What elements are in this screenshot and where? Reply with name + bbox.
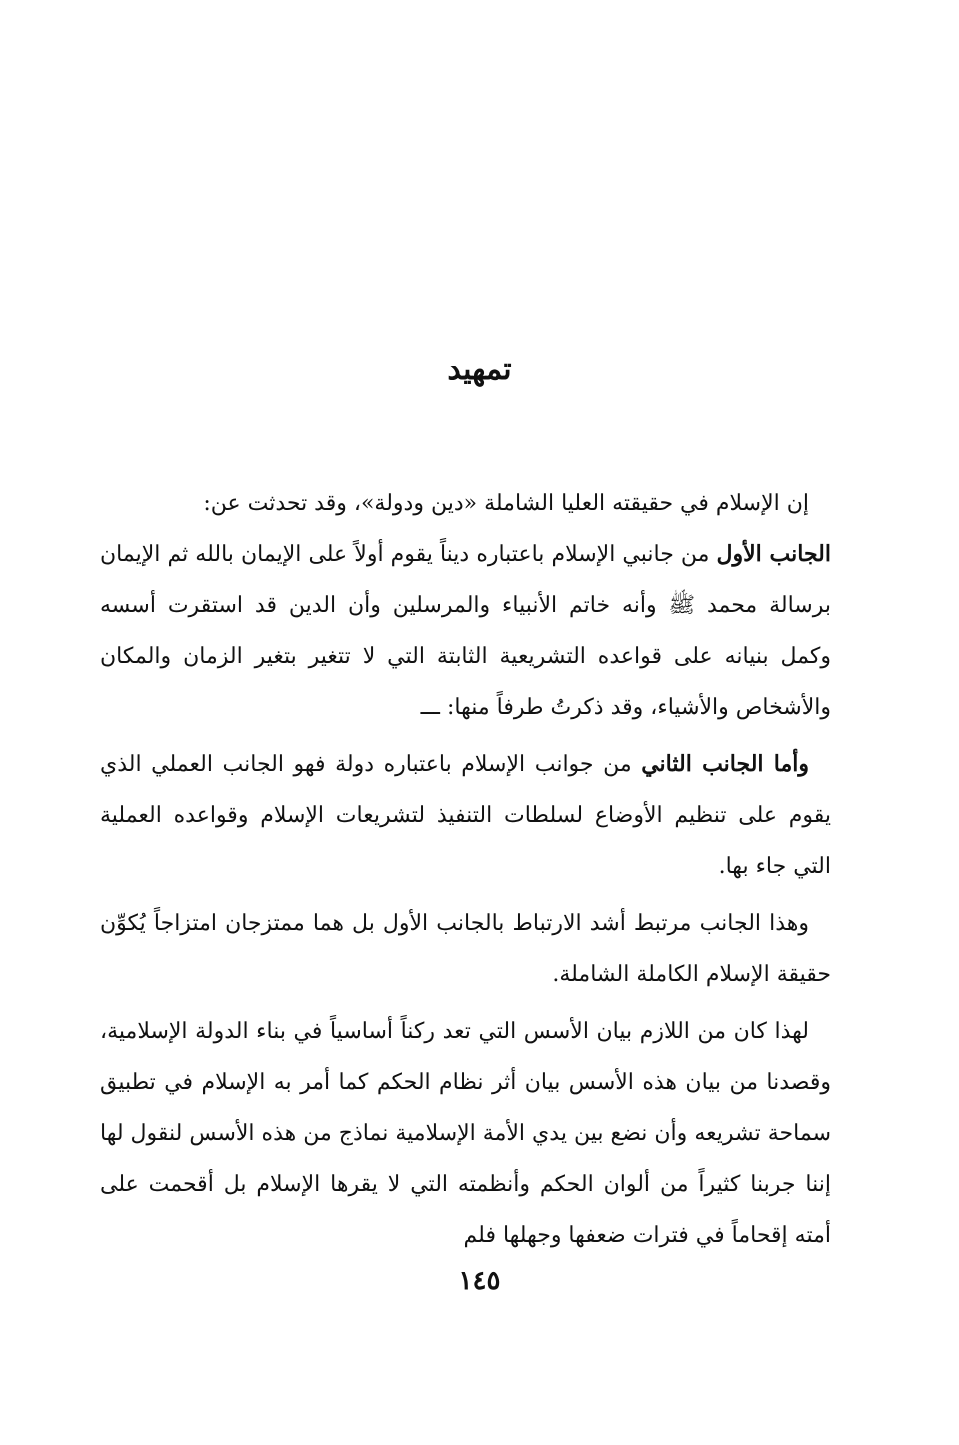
second-aspect-text: من جوانب الإسلام باعتباره دولة فهو الجانب العملي الذي يقوم على تنظيم الأوضاع لسلطات التنفيذ لتشريعات الإسلام وقواعده العملية التي جاء بها. (100, 752, 831, 879)
first-aspect-term: الجانب الأول (716, 541, 831, 567)
page-number: ١٤٥ (458, 1266, 501, 1296)
second-aspect-term: وأما الجانب الثاني (641, 751, 809, 777)
foundations-text: لهذا كان من اللازم بيان الأسس التي تعد ركناً أساسياً في بناء الدولة الإسلامية، وقصدنا من بيان هذه الأسس بيان أثر نظام الحكم كما أمر به الإسلام في تطبيق سماحة تشريعه وأن نضع بين يدي الأمة الإسلامية نماذج من هذه الأسس لنقول لها إننا جربنا كثيراً من ألوان الحكم وأنظمته التي لا يقرها الإسلام بل أقحمت على أمته إقحاماً في فترات ضعفها وجهلها فلم (100, 1019, 831, 1248)
body-text (100, 478, 831, 1267)
paragraph-foundations (100, 1006, 831, 1261)
paragraph-connection (100, 898, 831, 1000)
paragraph-intro-text: إن الإسلام في حقيقته العليا الشاملة «دين ودولة»، وقد تحدثت عن: (203, 491, 809, 516)
connection-text: وهذا الجانب مرتبط أشد الارتباط بالجانب الأول بل هما ممتزجان امتزاجاً يُكوِّن حقيقة الإسلام الكاملة الشاملة. (100, 911, 831, 987)
chapter-heading: تمهيد (447, 352, 512, 387)
first-aspect-text: من جانبي الإسلام باعتباره ديناً يقوم أولاً على الإيمان بالله ثم الإيمان برسالة محمد ﷺ وأنه خاتم الأنبياء والمرسلين وأن الدين قد استقرت أسسه وكمل بنيانه على قواعده التشريعية الثابتة التي لا تتغير بتغير الزمان والمكان والأشخاص والأشياء، وقد ذكرتُ طرفاً منها: ـــ (100, 542, 831, 720)
paragraph-intro (100, 478, 831, 733)
paragraph-second-aspect (100, 739, 831, 892)
